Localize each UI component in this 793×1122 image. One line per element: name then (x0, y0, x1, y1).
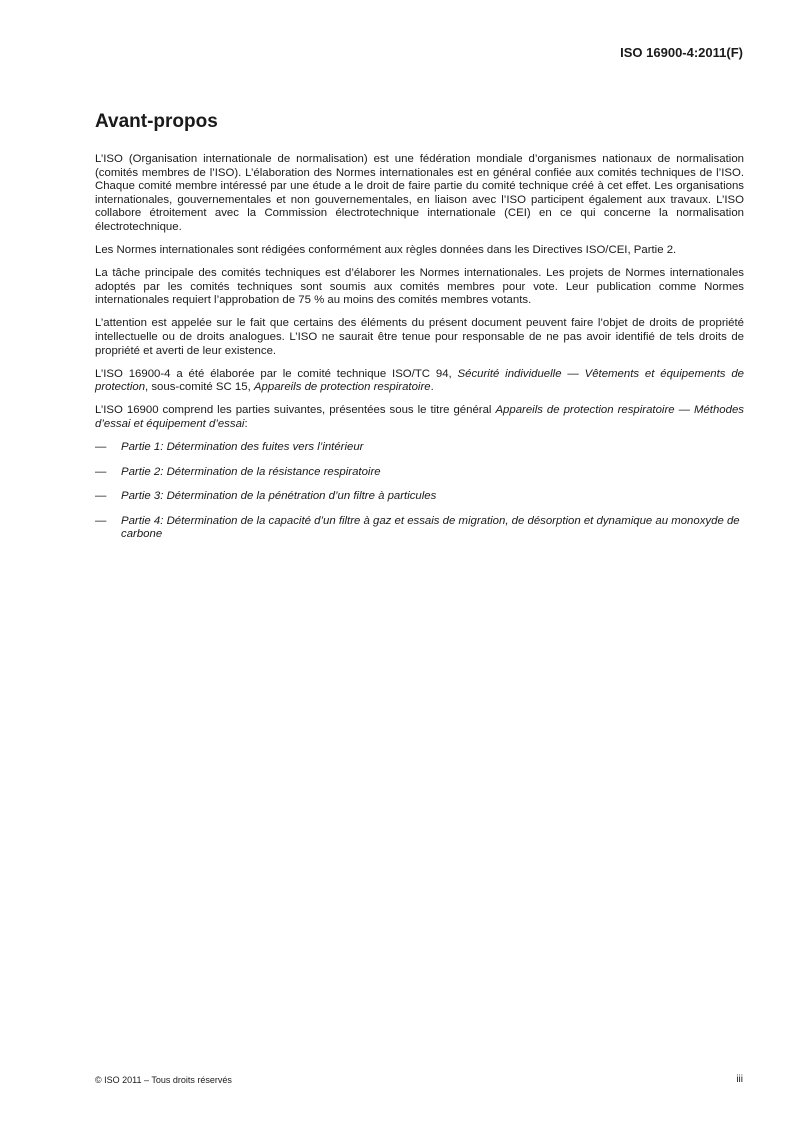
parts-list (95, 441, 744, 542)
list-dash: — (95, 514, 107, 527)
general-title: Appareils de protection respiratoire — Méthodes d’essai et équipement d’essai (95, 404, 744, 430)
prepared-by-text-c: , sous-comité SC 15, (145, 381, 254, 394)
list-dash: — (95, 490, 107, 503)
committee-title: Sécurité individuelle — Vêtements et équipements de protection (95, 367, 744, 394)
paragraph-directives: Les Normes internationales sont rédigées conformément aux règles données dans les Directives ISO/CEI, Partie 2. (95, 244, 677, 257)
page-title: Avant-propos (95, 111, 218, 132)
paragraph-patent-rights: L’attention est appelée sur le fait que certains des éléments du présent document peuvent faire l’objet de droits de propriété intellectuelle ou de droits analogues. L’ISO ne saurait être tenue pour responsable de ne pas avoir identifié de tels droits de propriété et averti de leur existence. (95, 317, 744, 357)
document-reference: ISO 16900-4:2011(F) (620, 45, 743, 60)
prepared-by-text-a: L’ISO 16900-4 a été élaborée par le comité technique ISO/TC 94, (95, 367, 458, 380)
list-item-text: Partie 4: Détermination de la capacité d’un filtre à gaz et essais de migration, de désorption et dynamique au monoxyde de carbone (121, 514, 740, 541)
list-item-text: Partie 2: Détermination de la résistance respiratoire (121, 465, 381, 478)
paragraph-prepared-by (95, 368, 744, 395)
list-item (95, 441, 744, 455)
list-dash: — (95, 465, 107, 478)
paragraph-parts-intro (95, 404, 744, 431)
paragraph-iso-organisation: L’ISO (Organisation internationale de normalisation) est une fédération mondiale d’organismes nationaux de normalisation (comités membres de l’ISO). L’élaboration des Normes internationales est en général confiée aux comités techniques de l’ISO. Chaque comité membre intéressé par une étude a le droit de faire partie du comité technique créé à cet effet. Les organisations internationales, gouvernementales et non gouvernementales, en liaison avec l’ISO participent également aux travaux. L’ISO collabore étroitement avec la Commission électrotechnique internationale (CEI) en ce qui concerne la normalisation électrotechnique. (95, 153, 744, 233)
list-dash: — (95, 441, 107, 454)
subcommittee-title: Appareils de protection respiratoire (253, 381, 431, 394)
list-item-text: Partie 3: Détermination de la pénétration d’un filtre à particules (121, 490, 437, 503)
copyright-notice: © ISO 2011 – Tous droits réservés (95, 1075, 232, 1085)
list-item (95, 515, 744, 542)
parts-intro-text-a: L’ISO 16900 comprend les parties suivantes, présentées sous le titre général (95, 404, 496, 417)
list-item (95, 466, 744, 480)
page-number: iii (736, 1074, 743, 1085)
list-item-text: Partie 1: Détermination des fuites vers l’intérieur (121, 441, 364, 454)
parts-intro-text-c: : (244, 418, 248, 430)
foreword-body (95, 153, 744, 553)
prepared-by-text-e: . (430, 381, 434, 394)
paragraph-main-task: La tâche principale des comités techniques est d’élaborer les Normes internationales. Les projets de Normes internationales adoptés par les comités techniques sont soumis aux comités membres pour vote. Leur publication comme Normes internationales requiert l’approbation de 75 % au moins des comités membres votants. (95, 267, 744, 307)
list-item (95, 490, 744, 504)
